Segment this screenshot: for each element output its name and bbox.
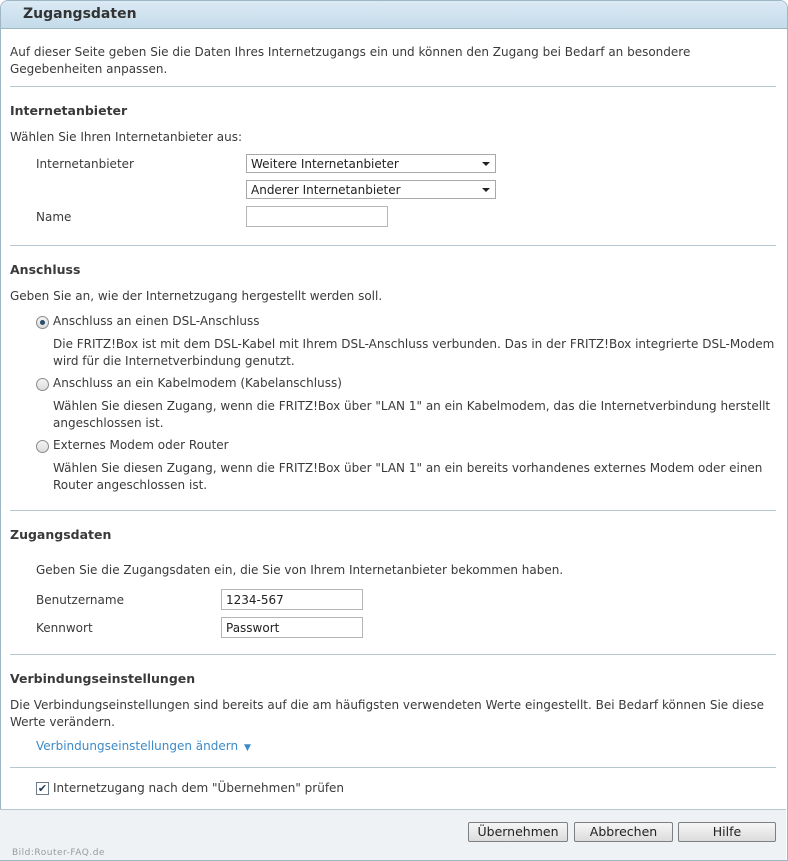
- radio-cable-description: Wählen Sie diesen Zugang, wenn die FRITZ!Box über "LAN 1" an ein Kabelmodem, das die Internetverbindung herstellt angeschlossen ist.: [53, 399, 771, 430]
- title-bar: [1, 1, 787, 29]
- settings-link-label: Verbindungseinstellungen ändern: [36, 739, 239, 753]
- settings-link[interactable]: [36, 739, 251, 753]
- radio-external-modem[interactable]: [36, 440, 49, 453]
- apply-button[interactable]: Übernehmen: [468, 822, 568, 842]
- chevron-down-icon: [482, 162, 490, 166]
- name-label: Name: [36, 210, 72, 224]
- radio-dsl-description: Die FRITZ!Box ist mit dem DSL-Kabel mit Ihrem DSL-Anschluss verbunden. Das in der FRITZ!Box integrierte DSL-Modem wird für die Internetverbindung genutzt.: [53, 337, 775, 368]
- intro-text: Auf dieser Seite geben Sie die Daten Ihres Internetzugangs ein und können den Zugang bei Bedarf an besondere Gegebenheiten anpassen.: [10, 45, 691, 76]
- provider-sub-select[interactable]: [246, 180, 496, 199]
- radio-dsl[interactable]: [36, 316, 49, 329]
- settings-description: Die Verbindungseinstellungen sind bereits auf die am häufigsten verwendeten Werte eingestellt. Bei Bedarf können Sie diese Werte verändern.: [10, 698, 764, 729]
- provider-heading: Internetanbieter: [10, 103, 128, 118]
- page-title: Zugangsdaten: [23, 6, 137, 22]
- watermark: Bild:Router-FAQ.de: [12, 848, 105, 858]
- provider-select[interactable]: [246, 154, 496, 173]
- settings-heading: Verbindungseinstellungen: [10, 671, 196, 686]
- radio-cable-label[interactable]: Anschluss an ein Kabelmodem (Kabelanschluss): [53, 376, 342, 390]
- cancel-button[interactable]: Abbrechen: [574, 822, 673, 842]
- radio-cable[interactable]: [36, 378, 49, 391]
- divider: [10, 510, 776, 511]
- provider-description: Wählen Sie Ihren Internetanbieter aus:: [10, 130, 242, 144]
- provider-label: Internetanbieter: [36, 157, 134, 171]
- username-label: Benutzername: [36, 593, 124, 607]
- check-connection-checkbox[interactable]: ✔: [37, 782, 48, 795]
- divider: [10, 245, 776, 246]
- credentials-description: Geben Sie die Zugangsdaten ein, die Sie von Ihrem Internetanbieter bekommen haben.: [36, 563, 564, 577]
- username-input[interactable]: 1234-567: [221, 589, 363, 610]
- connection-description: Geben Sie an, wie der Internetzugang hergestellt werden soll.: [10, 289, 383, 303]
- credentials-heading: Zugangsdaten: [10, 527, 112, 542]
- password-input[interactable]: Passwort: [221, 617, 363, 638]
- password-label: Kennwort: [36, 621, 93, 635]
- check-connection-label[interactable]: Internetzugang nach dem "Übernehmen" prüfen: [53, 781, 345, 795]
- divider: [10, 654, 776, 655]
- radio-external-modem-description: Wählen Sie diesen Zugang, wenn die FRITZ!Box über "LAN 1" an ein bereits vorhandenes externes Modem oder einen Router angeschlossen ist.: [53, 461, 763, 492]
- chevron-down-icon: [482, 188, 490, 192]
- provider-select-value: Weitere Internetanbieter: [251, 157, 399, 171]
- radio-external-modem-label[interactable]: Externes Modem oder Router: [53, 438, 229, 452]
- connection-heading: Anschluss: [10, 262, 81, 277]
- divider: [10, 86, 776, 87]
- radio-dsl-label[interactable]: Anschluss an einen DSL-Anschluss: [53, 314, 260, 328]
- help-button[interactable]: Hilfe: [678, 822, 776, 842]
- divider: [10, 767, 776, 768]
- chevron-down-icon: ▼: [243, 743, 251, 753]
- provider-sub-select-value: Anderer Internetanbieter: [251, 183, 401, 197]
- name-input[interactable]: [246, 206, 388, 227]
